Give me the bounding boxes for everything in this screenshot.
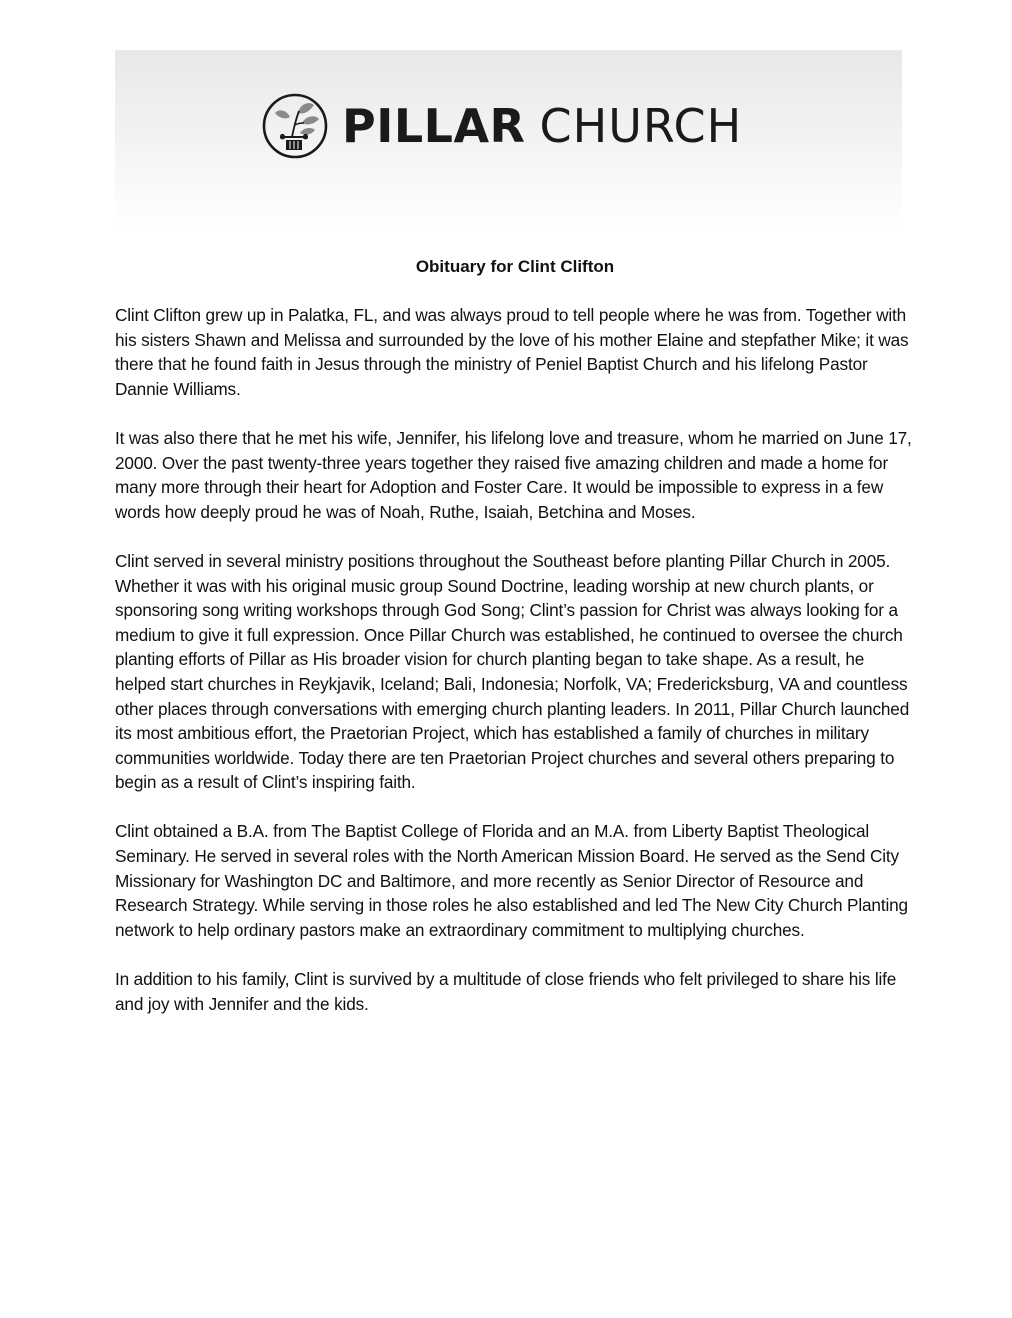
paragraph-ministry: Clint served in several ministry positions throughout the Southeast before planting Pillar Church in 2005. Whether it was with his original music group Sound Doctrine, leading worship at new church plants, or sponsoring song writing workshops through God Song; Clint’s passion for Christ was always looking for a medium to give it full expression. Once Pillar Church was established, he continued to oversee the church planting efforts of Pillar as His broader vision for church planting began to take shape. As a result, he helped start churches in Reykjavik, Iceland; Bali, Indonesia; Norfolk, VA; Fredericksburg, VA and countless other places through conversations with emerging church planting leaders. In 2011, Pillar Church launched its most ambitious effort, the Praetorian Project, which has established a family of churches in military communities worldwide. Today there are ten Praetorian Project churches and several others preparing to begin as a result of Clint’s inspiring faith. <box>115 550 910 793</box>
logo-text-pillar: PILLAR <box>342 99 526 153</box>
paragraph-education-career: Clint obtained a B.A. from The Baptist College of Florida and an M.A. from Liberty Baptist Theological Seminary. He served in several roles with the North American Mission Board. He served as the Send City Missionary for Washington DC and Baltimore, and more recently as Senior Director of Resource and Research Strategy. While serving in those roles he also established and led The New City Church Planting network to help ordinary pastors make an extraordinary commitment to multiplying churches. <box>115 821 908 940</box>
pillar-leaf-logo-icon <box>262 93 328 159</box>
document-title: Obituary for Clint Clifton <box>415 257 615 276</box>
document-body <box>115 303 917 1041</box>
paragraph-family: It was also there that he met his wife, Jennifer, his lifelong love and treasure, whom he married on June 17, 2000. Over the past twenty-three years together they raised five amazing children and made a home for many more through their heart for Adoption and Foster Care. It would be impossible to express in a few words how deeply proud he was of Noah, Ruthe, Isaiah, Betchina and Moses. <box>115 427 912 522</box>
paragraph-early-life: Clint Clifton grew up in Palatka, FL, and was always proud to tell people where he was from. Together with his sisters Shawn and Melissa and surrounded by the love of his mother Elaine and stepfather Mike; it was there that he found faith in Jesus through the ministry of Peniel Baptist Church and his lifelong Pastor Dannie Williams. <box>115 305 909 399</box>
pillar-church-logo <box>262 93 742 159</box>
logo-text-church: CHURCH <box>539 99 743 153</box>
logo-wordmark <box>342 93 742 159</box>
paragraph-survived-by: In addition to his family, Clint is survived by a multitude of close friends who felt privileged to share his life and joy with Jennifer and the kids. <box>115 969 897 1014</box>
